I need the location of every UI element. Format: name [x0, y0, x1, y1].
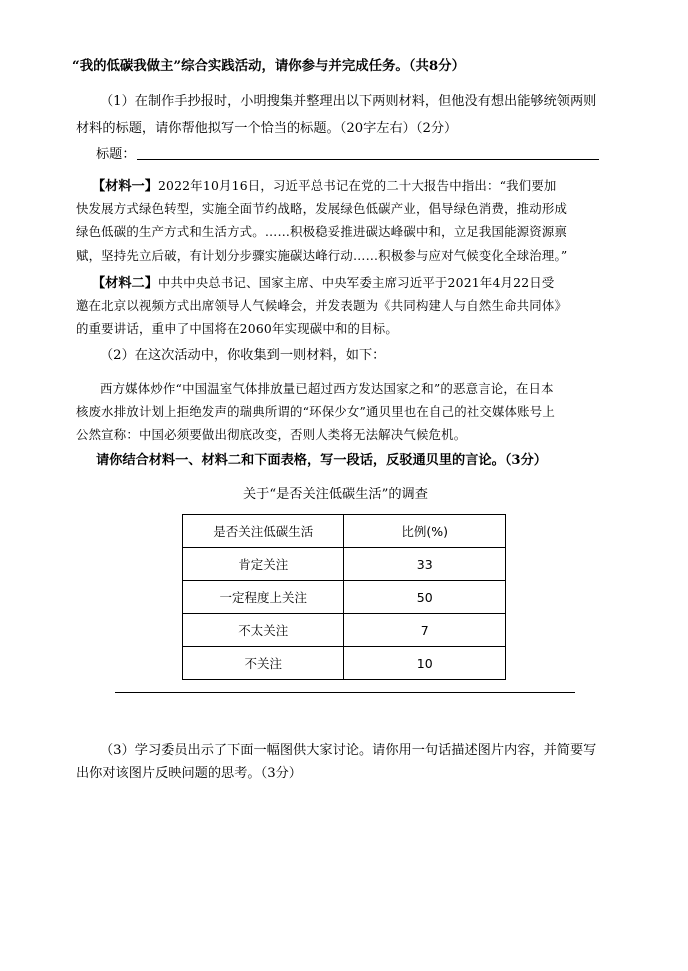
- q2-answer-line[interactable]: [115, 692, 575, 693]
- survey-table: [182, 514, 506, 680]
- table-header-cell: 是否关注低碳生活: [183, 515, 344, 548]
- table-row: [183, 614, 506, 647]
- q2-quote-line-1: 西方媒体炒作“中国温室气体排放量已超过西方发达国家之和”的恶意言论，在日本: [100, 381, 554, 396]
- material1-line-3: 绿色低碳的生产方式和生活方式。……积极稳妥推进碳达峰碳中和，立足我国能源资源禀: [76, 224, 568, 239]
- title-answer-line[interactable]: [137, 159, 599, 160]
- table-row: [183, 581, 506, 614]
- table-title: 关于“是否关注低碳生活”的调查: [243, 487, 428, 502]
- table-cell: 一定程度上关注: [183, 581, 344, 614]
- q2-quote-line-3: 公然宣称：中国必须要做出彻底改变，否则人类将无法解决气候危机。: [76, 427, 467, 442]
- material1-label: 【材料一】: [92, 179, 158, 194]
- material2-line-2: 邀在北京以视频方式出席领导人气候峰会，并发表题为《共同构建人与自然生命共同体》: [76, 298, 568, 313]
- material2-line-1: [92, 273, 554, 294]
- material2-line-3: 的重要讲话，重申了中国将在2060年实现碳中和的目标。: [76, 321, 398, 336]
- q1-line-1: （1）在制作手抄报时，小明搜集并整理出以下两则材料，但他没有想出能够统领两则: [100, 94, 597, 109]
- material1-line-1: [92, 176, 557, 197]
- material1-line-4: 赋，坚持先立后破，有计划分步骤实施碳达峰行动……积极参与应对气候变化全球治理。”: [76, 248, 568, 263]
- material2-text-1: 中共中央总书记、国家主席、中央军委主席习近平于2021年4月22日受: [157, 275, 555, 290]
- q1-line-2: 材料的标题，请你帮他拟写一个恰当的标题。（20字左右）（2分）: [76, 121, 458, 136]
- table-cell: 33: [344, 548, 506, 581]
- table-cell: 肯定关注: [183, 548, 344, 581]
- table-header-row: [183, 515, 506, 548]
- intro-text: “我的低碳我做主”综合实践活动，请你参与并完成任务。（共8分）: [72, 58, 465, 74]
- material2-label: 【材料二】: [92, 276, 158, 291]
- table-cell: 不关注: [183, 647, 344, 680]
- q2-line-1: （2）在这次活动中，你收集到一则材料，如下：: [100, 348, 386, 363]
- q3-line-2: 出你对该图片反映问题的思考。（3分）: [76, 766, 302, 781]
- table-cell: 50: [344, 581, 506, 614]
- material1-text-1: 2022年10月16日，习近平总书记在党的二十大报告中指出：“我们要加: [157, 178, 557, 193]
- table-row: [183, 647, 506, 680]
- title-label: 标题：: [96, 147, 136, 162]
- q2-instruction: 请你结合材料一、材料二和下面表格，写一段话，反驳通贝里的言论。（3分）: [96, 453, 547, 468]
- q3-line-1: （3）学习委员出示了下面一幅图供大家讨论。请你用一句话描述图片内容，并简要写: [100, 743, 597, 758]
- material1-line-2: 快发展方式绿色转型，实施全面节约战略，发展绿色低碳产业，倡导绿色消费，推动形成: [76, 201, 568, 216]
- table-cell: 10: [344, 647, 506, 680]
- table-row: [183, 548, 506, 581]
- table-cell: 不太关注: [183, 614, 344, 647]
- q2-quote-line-2: 核废水排放计划上拒绝发声的瑞典所谓的“环保少女”通贝里也在自己的社交媒体账号上: [76, 404, 555, 419]
- table-header-cell: 比例(%): [344, 515, 506, 548]
- table-cell: 7: [344, 614, 506, 647]
